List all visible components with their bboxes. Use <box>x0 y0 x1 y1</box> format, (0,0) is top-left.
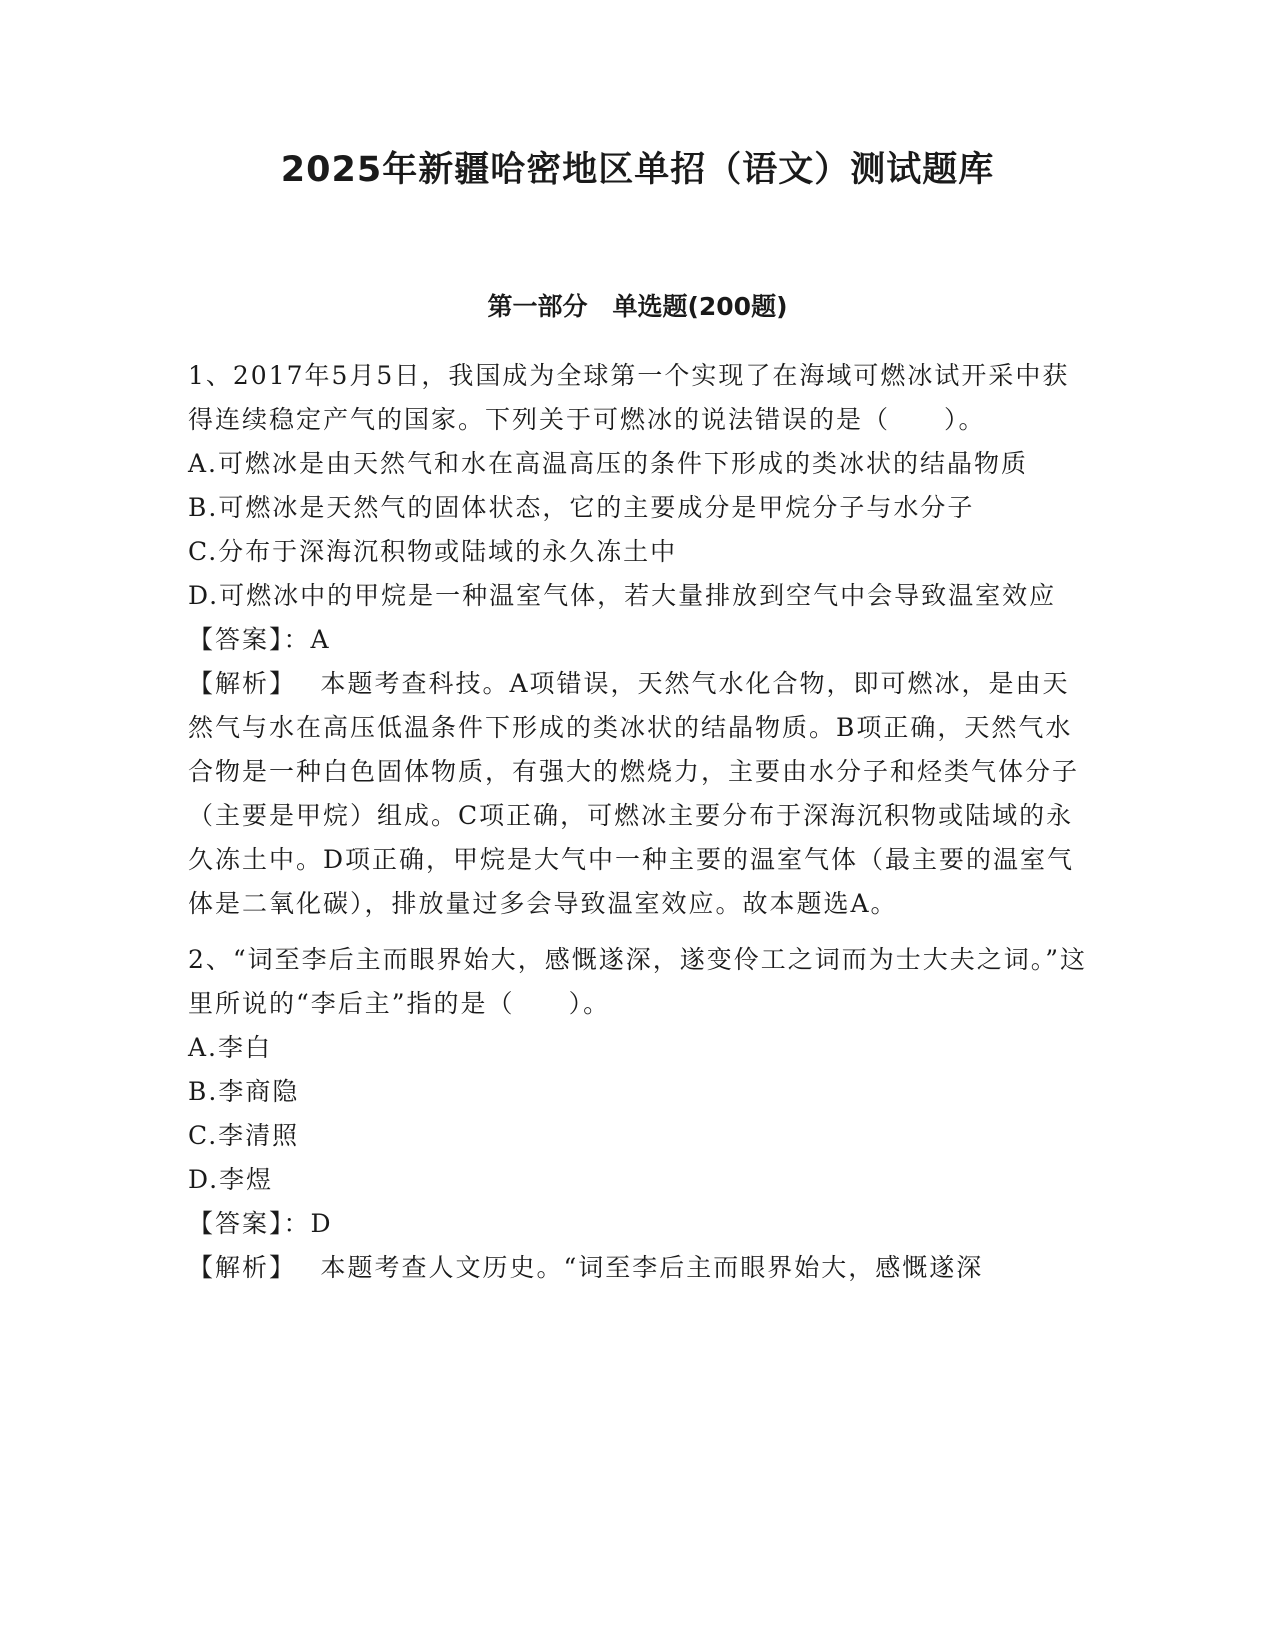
question-stem: 2、“词至李后主而眼界始大，感慨遂深，遂变伶工之词而为士大夫之词。”这里所说的“李后主”指的是（ ）。 <box>188 945 1087 1018</box>
option-d: D.李煜 <box>188 1165 274 1194</box>
analysis-text: 本题考查人文历史。“词至李后主而眼界始大，感慨遂深 <box>320 1253 984 1282</box>
section-title: 第一部分 单选题(200题) <box>487 292 788 321</box>
option-c: C.李清照 <box>188 1121 300 1150</box>
analysis-line <box>188 1246 1088 1290</box>
analysis-label: 【解析】 <box>188 1253 284 1282</box>
question-list <box>188 354 1088 1302</box>
option-a: A.李白 <box>188 1033 273 1062</box>
option-c: C.分布于深海沉积物或陆域的永久冻土中 <box>188 537 678 566</box>
analysis-line <box>188 662 1088 926</box>
option-b: B.可燃冰是天然气的固体状态，它的主要成分是甲烷分子与水分子 <box>188 493 975 522</box>
document-title: 2025年新疆哈密地区单招（语文）测试题库 <box>280 150 995 190</box>
option-d: D.可燃冰中的甲烷是一种温室气体，若大量排放到空气中会导致温室效应 <box>188 581 1057 610</box>
answer-value: A <box>310 625 331 654</box>
option-b: B.李商隐 <box>188 1077 300 1106</box>
analysis-label: 【解析】 <box>188 669 284 698</box>
question-2 <box>188 938 1088 1290</box>
question-1 <box>188 354 1088 926</box>
answer-label: 【答案】： <box>188 625 311 654</box>
answer-value: D <box>310 1209 333 1238</box>
question-stem: 1、2017年5月5日，我国成为全球第一个实现了在海域可燃冰试开采中获得连续稳定产气的国家。下列关于可燃冰的说法错误的是（ ）。 <box>188 361 1070 434</box>
answer-line <box>188 618 1088 662</box>
option-a: A.可燃冰是由天然气和水在高温高压的条件下形成的类冰状的结晶物质 <box>188 449 1029 478</box>
answer-line <box>188 1202 1088 1246</box>
analysis-text: 本题考查科技。A项错误，天然气水化合物，即可燃冰，是由天然气与水在高压低温条件下形成的类冰状的结晶物质。B项正确，天然气水合物是一种白色固体物质，有强大的燃烧力，主要由水分子和烃类气体分子（主要是甲烷）组成。C项正确，可燃冰主要分布于深海沉积物或陆域的永久冻土中。D项正确，甲烷是大气中一种主要的温室气体（最主要的温室气体是二氧化碳），排放量过多会导致温室效应。故本题选A。 <box>188 669 1080 918</box>
answer-label: 【答案】： <box>188 1209 311 1238</box>
